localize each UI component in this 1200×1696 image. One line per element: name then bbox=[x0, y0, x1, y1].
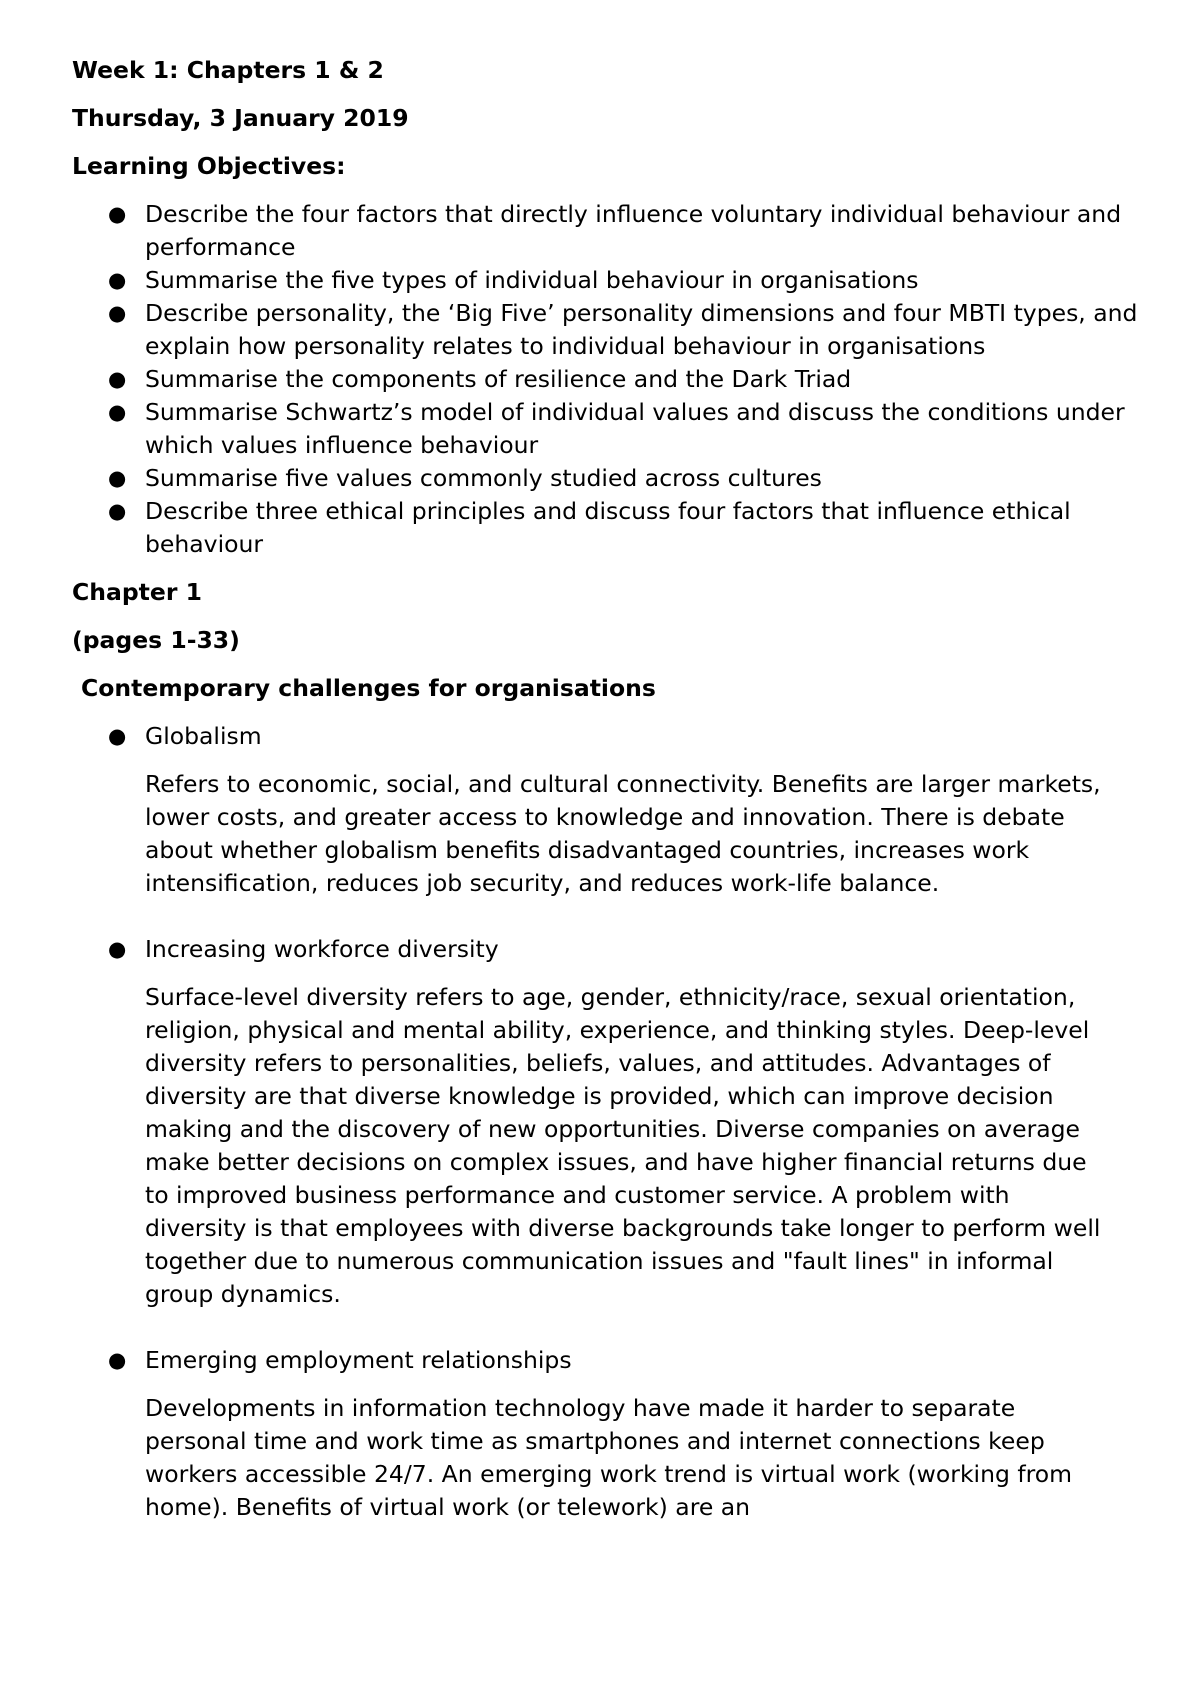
objective-text: Describe personality, the ‘Big Five’ personality dimensions and four MBTI types, and explain how personality relates to individual behaviour in organisations bbox=[145, 299, 1138, 360]
bullet-icon: ● bbox=[108, 268, 127, 292]
objective-text: Summarise the five types of individual behaviour in organisations bbox=[145, 266, 919, 294]
bullet-icon: ● bbox=[108, 367, 127, 391]
objective-text: Summarise the components of resilience and the Dark Triad bbox=[145, 365, 852, 393]
chapter-pages: (pages 1-33) bbox=[72, 626, 240, 654]
topic-title: Globalism bbox=[145, 722, 262, 750]
topic-title: Emerging employment relationships bbox=[145, 1346, 572, 1374]
topic-title: Increasing workforce diversity bbox=[145, 935, 499, 963]
bullet-icon: ● bbox=[108, 1348, 127, 1372]
objectives-heading: Learning Objectives: bbox=[72, 152, 346, 180]
list-item bbox=[72, 297, 1145, 363]
topic-workforce-diversity bbox=[72, 933, 1112, 1311]
bullet-icon: ● bbox=[108, 466, 127, 490]
chapter-heading: Chapter 1 bbox=[72, 578, 202, 606]
bullet-icon: ● bbox=[108, 499, 127, 523]
bullet-icon: ● bbox=[108, 400, 127, 424]
topic-body: Developments in information technology have made it harder to separate personal time and work time as smartphones and internet connections keep workers accessible 24/7. An emerging work trend is virtual work (working from home). Benefits of virtual work (or telework) are an bbox=[145, 1394, 1073, 1521]
objective-text: Describe the four factors that directly influence voluntary individual behaviour and performance bbox=[145, 200, 1122, 261]
topic-body: Surface-level diversity refers to age, gender, ethnicity/race, sexual orientation, religion, physical and mental ability, experience, and thinking styles. Deep-level diversity refers to personalities, beliefs, values, and attitudes. Advantages of diversity are that diverse knowledge is provided, which can improve decision making and the discovery of new opportunities. Diverse companies on average make better decisions on complex issues, and have higher financial returns due to improved business performance and customer service. A problem with diversity is that employees with diverse backgrounds take longer to perform well together due to numerous communication issues and "fault lines" in informal group dynamics. bbox=[145, 983, 1101, 1308]
objective-text: Summarise five values commonly studied across cultures bbox=[145, 464, 822, 492]
list-item bbox=[72, 495, 1145, 561]
week-heading: Week 1: Chapters 1 & 2 bbox=[72, 56, 384, 84]
list-item bbox=[72, 462, 1145, 495]
date-heading: Thursday, 3 January 2019 bbox=[72, 104, 409, 132]
bullet-icon: ● bbox=[108, 937, 127, 961]
section-heading: Contemporary challenges for organisations bbox=[81, 674, 656, 702]
list-item bbox=[72, 396, 1145, 462]
objective-text: Describe three ethical principles and discuss four factors that influence ethical behaviour bbox=[145, 497, 1071, 558]
bullet-icon: ● bbox=[108, 301, 127, 325]
bullet-icon: ● bbox=[108, 724, 127, 748]
objective-text: Summarise Schwartz’s model of individual values and discuss the conditions under which values influence behaviour bbox=[145, 398, 1125, 459]
list-item bbox=[72, 264, 1145, 297]
list-item bbox=[72, 363, 1145, 396]
topic-body: Refers to economic, social, and cultural connectivity. Benefits are larger markets, lower costs, and greater access to knowledge and innovation. There is debate about whether globalism benefits disadvantaged countries, increases work intensification, reduces job security, and reduces work-life balance. bbox=[145, 770, 1101, 897]
topic-globalism bbox=[72, 720, 1112, 900]
objectives-list bbox=[72, 198, 1138, 561]
list-item bbox=[72, 198, 1145, 264]
document-page bbox=[72, 54, 1138, 1524]
bullet-icon: ● bbox=[108, 202, 127, 226]
topic-employment-relationships bbox=[72, 1344, 1112, 1524]
